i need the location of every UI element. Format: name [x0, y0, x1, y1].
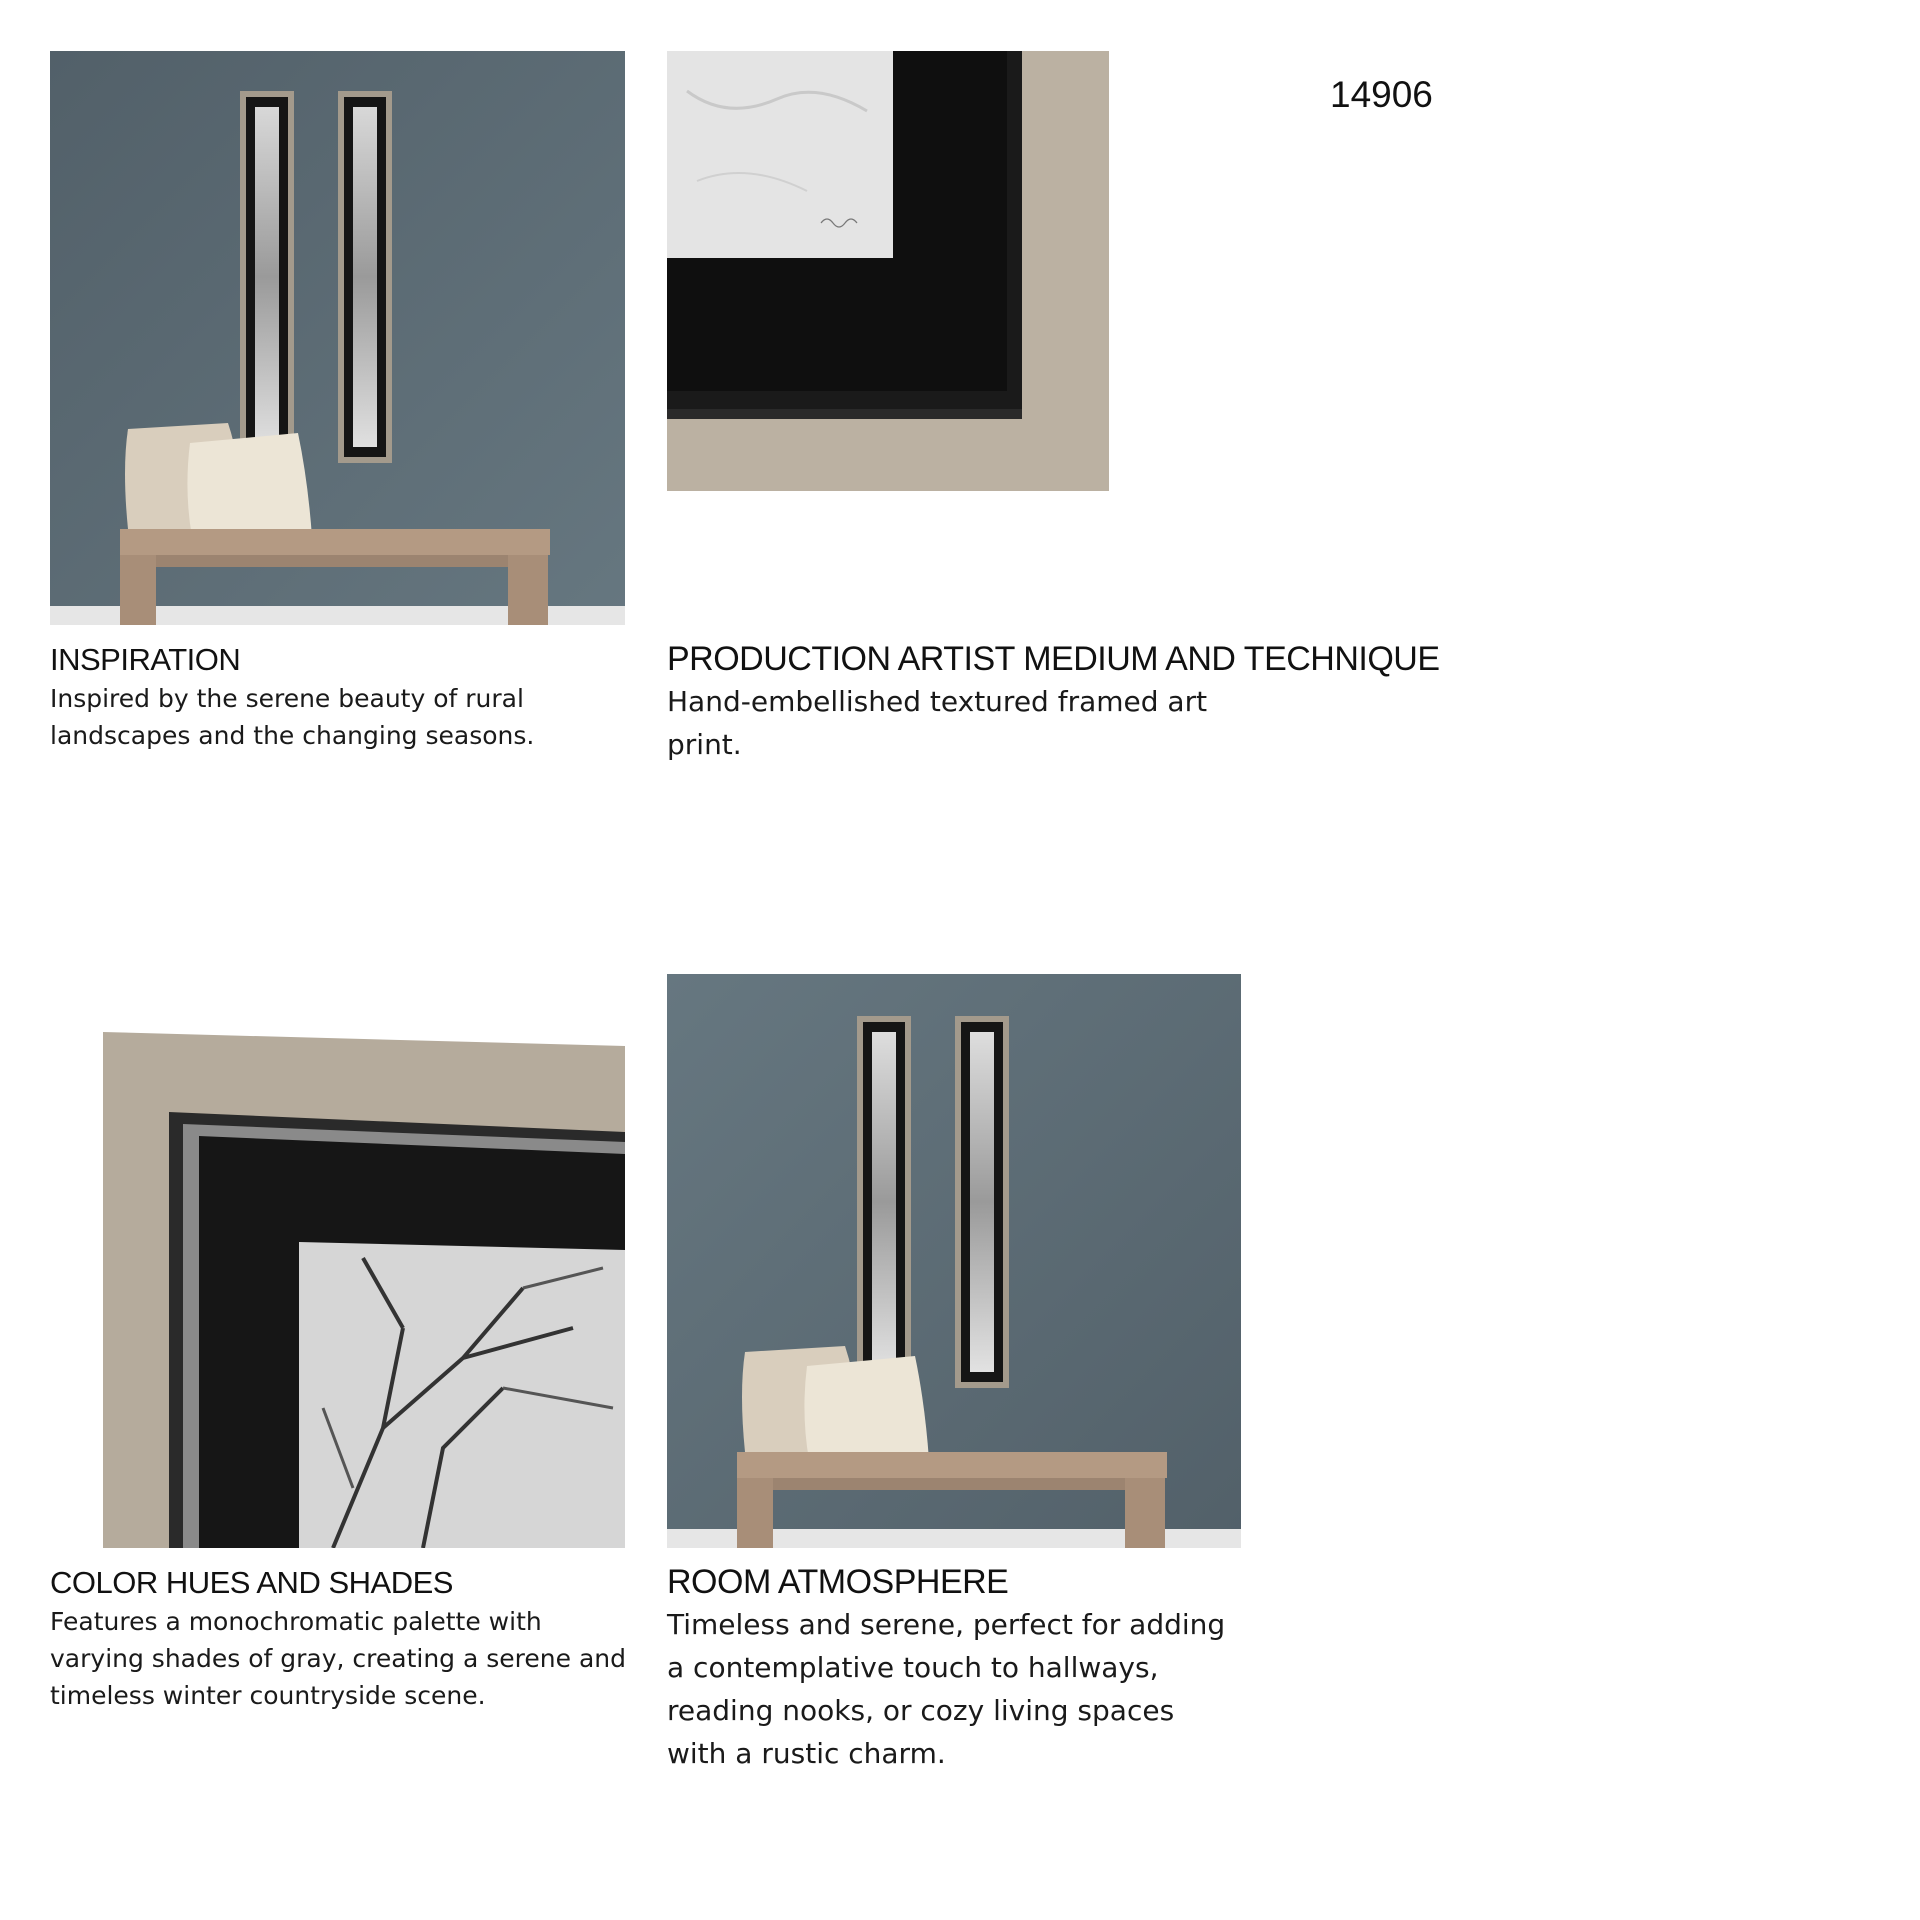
room-scene-image-top: [50, 51, 625, 625]
production-line: Hand-embellished textured framed art: [667, 685, 1208, 718]
room-line: with a rustic charm.: [667, 1737, 946, 1770]
inspiration-text: [50, 680, 534, 754]
room-line: a contemplative touch to hallways,: [667, 1651, 1159, 1684]
color-line: varying shades of gray, creating a serene and: [50, 1644, 626, 1673]
room-line: Timeless and serene, perfect for adding: [667, 1608, 1226, 1641]
inspiration-line: landscapes and the changing seasons.: [50, 721, 535, 750]
inspiration-line: Inspired by the serene beauty of rural: [50, 684, 524, 713]
room-text: [667, 1603, 1225, 1775]
room-scene-image-bottom: [667, 974, 1241, 1548]
production-text: [667, 680, 1207, 766]
production-heading: PRODUCTION ARTIST MEDIUM AND TECHNIQUE: [667, 640, 1440, 678]
production-line: print.: [667, 728, 742, 761]
room-heading: ROOM ATMOSPHERE: [667, 1563, 1009, 1601]
room-line: reading nooks, or cozy living spaces: [667, 1694, 1175, 1727]
color-text: [50, 1603, 626, 1714]
inspiration-heading: INSPIRATION: [50, 642, 241, 677]
color-line: Features a monochromatic palette with: [50, 1607, 542, 1636]
frame-closeup-image: [103, 1028, 625, 1548]
color-line: timeless winter countryside scene.: [50, 1681, 486, 1710]
frame-corner-detail-image: [667, 51, 1109, 491]
product-sku: 14906: [1330, 74, 1433, 115]
color-heading: COLOR HUES AND SHADES: [50, 1565, 453, 1600]
